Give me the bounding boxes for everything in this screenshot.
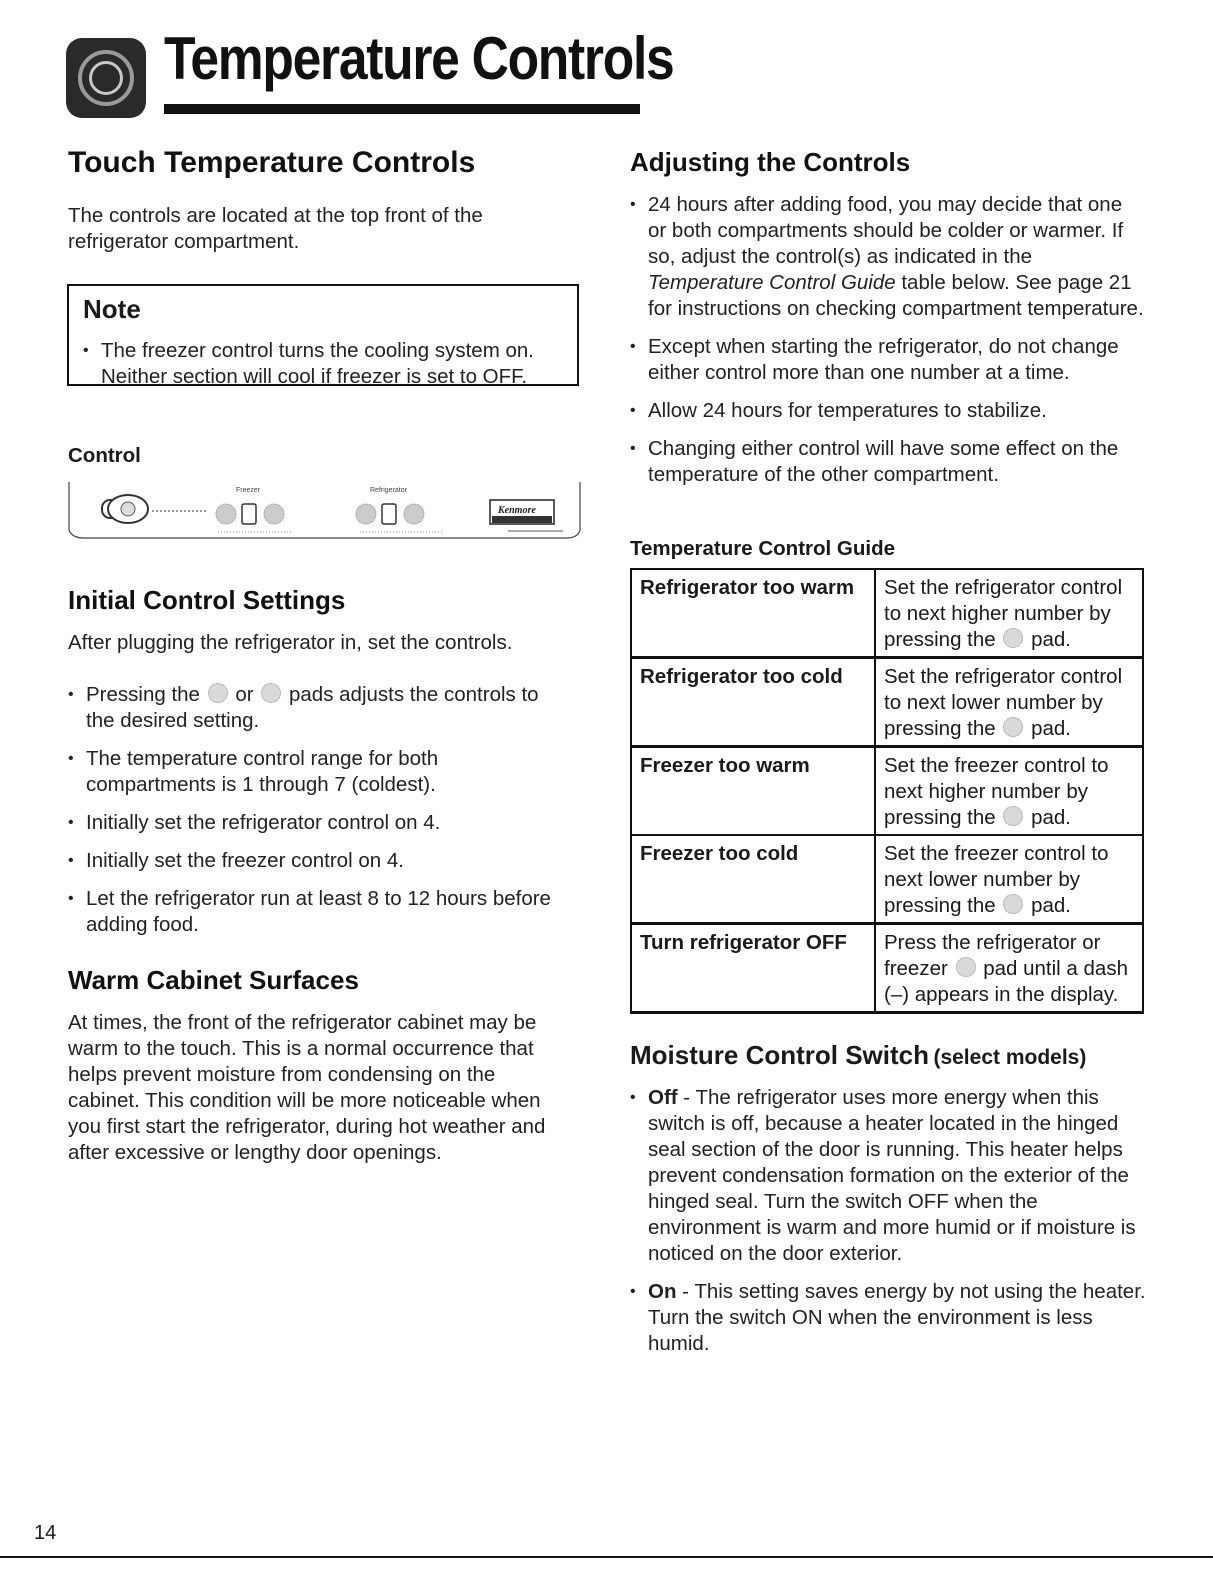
- list-item: • The temperature control range for both compartments is 1 through 7 (coldest).: [68, 746, 568, 798]
- list-item: • Off - The refrigerator uses more energy when this switch is off, because a heater located in the hinged seal section of the door is running. This heater helps prevent condensation formation on the exterior of the hinged seal. Turn the switch OFF when the environment is warm and more humid or if moisture is noticed on the door exterior.: [630, 1085, 1148, 1267]
- pad-icon: [208, 683, 228, 703]
- guide-condition: Refrigerator too warm: [631, 569, 875, 658]
- note-list: [83, 338, 573, 402]
- list-item: • Allow 24 hours for temperatures to stabilize.: [630, 398, 1145, 424]
- bottom-rule: [0, 1556, 1213, 1558]
- guide-condition: Freezer too cold: [631, 835, 875, 924]
- guide-condition: Turn refrigerator OFF: [631, 924, 875, 1013]
- guide-label: Temperature Control Guide: [630, 537, 896, 560]
- adjusting-list: [630, 192, 1145, 500]
- pad-icon: [956, 957, 976, 977]
- list-item: • On - This setting saves energy by not using the heater. Turn the switch ON when the environment is less humid.: [630, 1279, 1148, 1357]
- list-item: • Initially set the freezer control on 4.: [68, 848, 568, 874]
- guide-action: Press the refrigerator or freezer pad until a dash (–) appears in the display.: [875, 924, 1143, 1013]
- panel-refrigerator-label: Refrigerator: [370, 487, 407, 494]
- guide-action: Set the refrigerator control to next higher number by pressing the pad.: [875, 569, 1143, 658]
- guide-action: Set the freezer control to next lower number by pressing the pad.: [875, 835, 1143, 924]
- touch-controls-text: The controls are located at the top front of the refrigerator compartment.: [68, 204, 483, 253]
- pad-icon: [1003, 628, 1023, 648]
- pad-icon: [1003, 717, 1023, 737]
- pad-icon: [1003, 894, 1023, 914]
- dial-icon: [66, 38, 146, 118]
- table-row: [631, 569, 1143, 658]
- temperature-control-guide-table: [630, 568, 1144, 1014]
- table-row: [631, 658, 1143, 747]
- page-title: Temperature Controls: [164, 25, 674, 92]
- list-item: • Let the refrigerator run at least 8 to 12 hours before adding food.: [68, 886, 568, 938]
- moisture-list: [630, 1085, 1148, 1369]
- list-item: • 24 hours after adding food, you may decide that one or both compartments should be colder or warmer. If so, adjust the control(s) as indicated in the Temperature Control Guide table below. See page 21 for instructions on checking compartment temperature.: [630, 192, 1145, 322]
- note-heading: Note: [83, 294, 141, 324]
- guide-action: Set the freezer control to next higher number by pressing the pad.: [875, 747, 1143, 836]
- touch-controls-heading: Touch Temperature Controls: [68, 146, 476, 179]
- initial-settings-text: After plugging the refrigerator in, set the controls.: [68, 631, 513, 654]
- control-panel-illustration: [68, 480, 582, 546]
- initial-settings-heading: Initial Control Settings: [68, 585, 346, 615]
- control-label: Control: [68, 444, 141, 467]
- initial-settings-list: [68, 682, 568, 950]
- pad-icon: [261, 683, 281, 703]
- note-item: • The freezer control turns the cooling system on. Neither section will cool if freezer is set to OFF.: [83, 338, 573, 390]
- control-panel-drawing: [68, 480, 582, 546]
- table-row: [631, 747, 1143, 836]
- list-item: • Initially set the refrigerator control on 4.: [68, 810, 568, 836]
- list-item: • Changing either control will have some effect on the temperature of the other compartment.: [630, 436, 1145, 488]
- page-number: 14: [34, 1522, 57, 1544]
- panel-freezer-label: Freezer: [236, 487, 261, 494]
- guide-condition: Refrigerator too cold: [631, 658, 875, 747]
- guide-condition: Freezer too warm: [631, 747, 875, 836]
- adjusting-heading: Adjusting the Controls: [630, 147, 911, 177]
- table-row: [631, 924, 1143, 1013]
- pad-icon: [1003, 806, 1023, 826]
- table-row: [631, 835, 1143, 924]
- panel-brand-logo: Kenmore: [498, 505, 536, 516]
- guide-action: Set the refrigerator control to next lower number by pressing the pad.: [875, 658, 1143, 747]
- list-item: • Pressing the or pads adjusts the controls to the desired setting.: [68, 682, 568, 734]
- note-box: [67, 284, 579, 386]
- moisture-heading: Moisture Control Switch (select models): [630, 1040, 1087, 1070]
- list-item: • Except when starting the refrigerator, do not change either control more than one number at a time.: [630, 334, 1145, 386]
- warm-surfaces-heading: Warm Cabinet Surfaces: [68, 965, 359, 995]
- warm-surfaces-text: At times, the front of the refrigerator cabinet may be warm to the touch. This is a normal occurrence that helps prevent moisture from condensing on the cabinet. This condition will be more noticeable when you first start the refrigerator, during hot weather and after excessive or lengthy door openings.: [68, 1011, 546, 1164]
- title-rule: [164, 104, 640, 114]
